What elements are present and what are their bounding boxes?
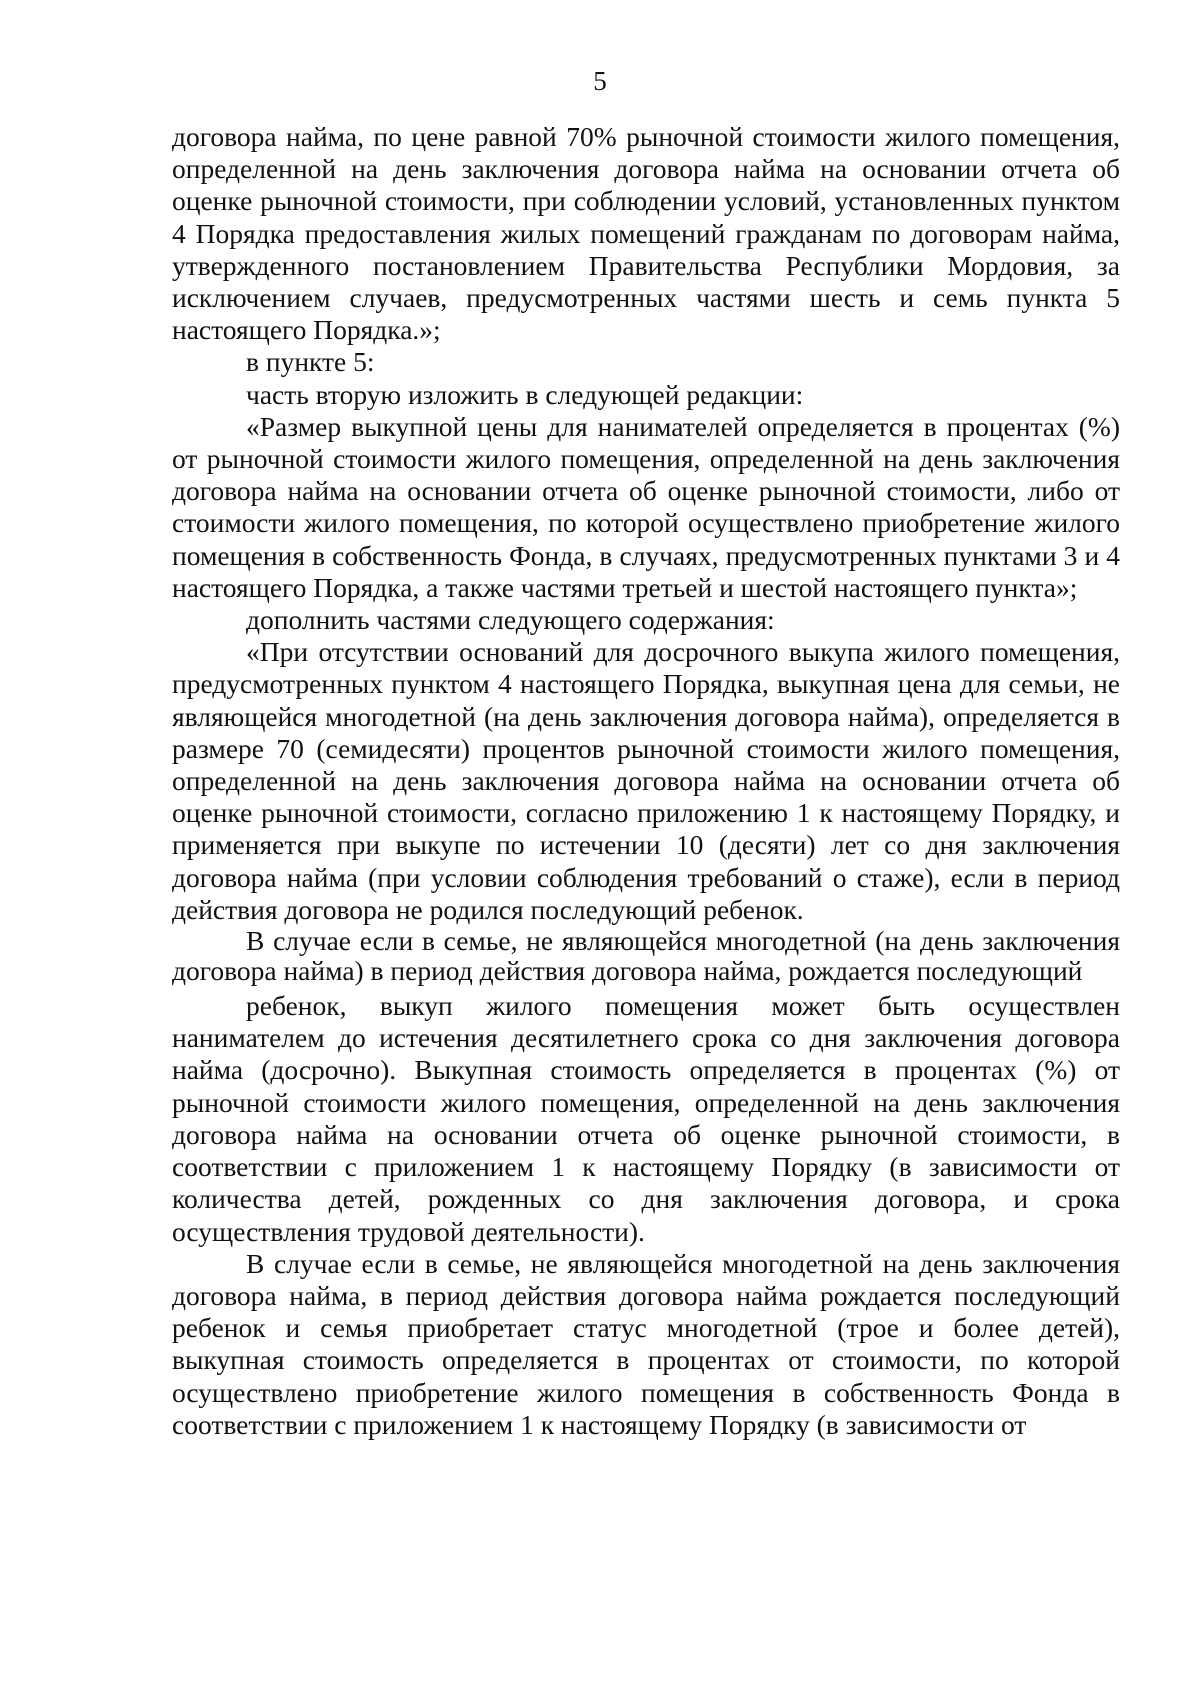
paragraph-add-parts-heading: дополнить частями следующего содержания: [246,604,775,636]
paragraph-large-family: В случае если в семье, не являющейся многодетной на день заключения договора найма, в период действия договора найма рождается последующий ребенок и семья приобретает статус многодетной (трое и более детей), выкупная стоимость определяется в процентах от стоимости, по которой осуществлено приобретение жилого помещения в собственность Фонда в соответствии с приложением 1 к настоящему Порядку (в зависимости от [172,1247,1120,1440]
paragraph-next-child-continuation: ребенок, выкуп жилого помещения может быть осуществлен нанимателем до истечения десятилетнего срока со дня заключения договора найма (досрочно). Выкупная стоимость определяется в процентах (%) от рыночной стоимости жилого помещения, определенной на день заключения договора найма на основании отчета об оценке рыночной стоимости, в соответствии с приложением 1 к настоящему Порядку (в зависимости от количества детей, рожденных со дня заключения договора, и срока осуществления трудовой деятельности). [172,990,1120,1247]
paragraph-part-two-heading: часть вторую изложить в следующей редакции: [246,378,804,410]
paragraph-buyout-price: «Размер выкупной цены для нанимателей определяется в процентах (%) от рыночной стоимости жилого помещения, определенной на день заключения договора найма на основании отчета об оценке рыночной стоимости, либо от стоимости жилого помещения, по которой осуществлено приобретение жилого помещения в собственность Фонда, в случаях, предусмотренных пунктами 3 и 4 настоящего Порядка, а также частями третьей и шестой настоящего пункта»; [172,410,1120,603]
paragraph-next-child-start: В случае если в семье, не являющейся многодетной (на день заключения договора найма) в период действия договора найма, рождается последующий [172,925,1120,987]
paragraph-continuation: договора найма, по цене равной 70% рыночной стоимости жилого помещения, определенной на день заключения договора найма на основании отчета об оценке рыночной стоимости, при соблюдении условий, установленных пунктом 4 Порядка предоставления жилых помещений гражданам по договорам найма, утвержденного постановлением Правительства Республики Мордовия, за исключением случаев, предусмотренных частями шесть и семь пункта 5 настоящего Порядка.»; [172,121,1120,346]
paragraph-point-5: в пункте 5: [246,346,375,378]
document-body [172,121,1120,1441]
paragraph-no-grounds: «При отсутствии оснований для досрочного выкупа жилого помещения, предусмотренных пунктом 4 настоящего Порядка, выкупная цена для семьи, не являющейся многодетной (на день заключения договора найма), определяется в размере 70 (семидесяти) процентов рыночной стоимости жилого помещения, определенной на день заключения договора найма на основании отчета об оценке рыночной стоимости, согласно приложению 1 к настоящему Порядку, и применяется при выкупе по истечении 10 (десяти) лет со дня заключения договора найма (при условии соблюдения требований о стаже), если в период действия договора не родился последующий ребенок. [172,636,1120,925]
page-number: 5 [593,66,607,96]
